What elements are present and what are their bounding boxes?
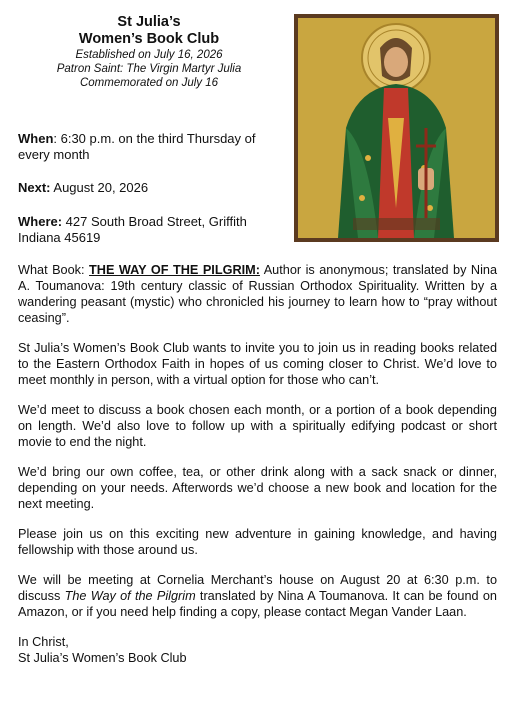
where-value: 427 South Broad Street, Griffith Indiana 45619 [18, 214, 247, 245]
flyer-header [14, 14, 284, 90]
patron-saint: Patron Saint: The Virgin Martyr Julia [56, 63, 242, 75]
when-value: : 6:30 p.m. on the third Thursday of every month [18, 131, 256, 162]
where-label: Where: [18, 214, 63, 229]
signoff-line1: In Christ, [18, 635, 69, 649]
next-value: August 20, 2026 [50, 180, 149, 195]
book-title: THE WAY OF THE PILGRIM: [89, 263, 260, 277]
book-prefix: What Book: [18, 263, 90, 277]
join-paragraph: Please join us on this exciting new adventure in gaining knowledge, and having fellowship with those around us. [18, 527, 497, 557]
meeting-paragraph [18, 572, 497, 620]
invite-paragraph: St Julia’s Women’s Book Club wants to invite you to join us in reading books related to the Eastern Orthodox Faith in hopes of us coming closer to Christ. We’d love to meet monthly in person, with a virtual option for those who can’t. [18, 341, 497, 387]
icon-of-st-julia [294, 14, 499, 242]
club-title-line2: Women’s Book Club [78, 31, 220, 47]
signoff [18, 634, 497, 666]
saint-icon-illustration [298, 18, 495, 238]
established-date: Established on July 16, 2026 [75, 49, 223, 61]
when-label: When [18, 131, 54, 146]
flyer-body [18, 262, 497, 666]
commemoration-date: Commemorated on July 16 [79, 77, 219, 89]
next-line [18, 180, 286, 196]
bring-paragraph: We’d bring our own coffee, tea, or other drink along with a sack snack or dinner, depending on your needs. Afterwords we’d choose a new book and location for the next meeting. [18, 465, 497, 511]
club-title-line1: St Julia’s [117, 14, 181, 30]
meeting-book-title: The Way of the Pilgrim [64, 589, 196, 603]
when-line [18, 131, 286, 163]
signoff-line2: St Julia’s Women’s Book Club [18, 651, 187, 665]
where-line [18, 214, 286, 246]
book-description: Author is anonymous; translated by Nina A. Toumanova: 19th century classic of Russian Orthodox Spirituality. Written by a wandering peasant (mystic) who chronicled his journey to learn how to “pray without ceasing”. [18, 263, 498, 325]
meeting-before: We will be meeting at Cornelia Merchant’s house on August 20 at 6:30 p.m. to discuss [18, 573, 497, 603]
discuss-paragraph: We’d meet to discuss a book chosen each month, or a portion of a book depending on length. We’d also love to follow up with a spiritually edifying podcast or short movie to end the night. [18, 403, 497, 449]
meeting-after: translated by Nina A Toumanova. It can be found on Amazon, or if you need help finding a copy, please contact Megan Vander Laan. [18, 589, 497, 619]
next-label: Next: [18, 180, 51, 195]
book-paragraph [18, 262, 497, 326]
